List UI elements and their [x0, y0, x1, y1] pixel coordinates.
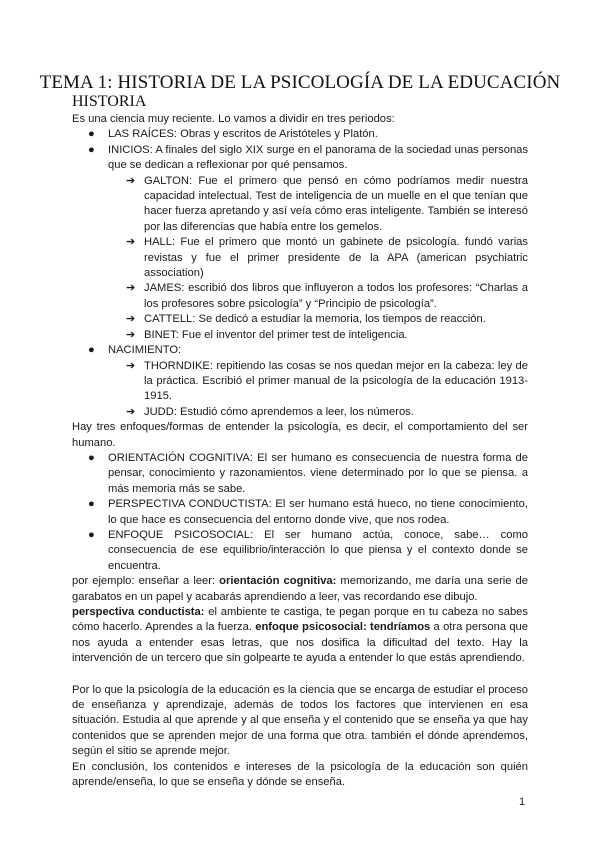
sub-list-item [72, 328, 528, 343]
item-binet: BINET: Fue el inventor del primer test de inteligencia. [144, 328, 408, 341]
item-james: JAMES: escribió dos libros que influyeron a todos los profesores: “Charlas a los profesores sobre psicología” y “Principio de psicología”. [144, 282, 528, 310]
paragraph-gap [72, 667, 528, 683]
sub-list-item [72, 312, 528, 327]
example-paragraph-1: por ejemplo: enseñar a leer: orientación cognitiva: memorizando, me daría una serie de garabatos en un papel y acabarás aprendiendo a leer, vas recordando ese dibujo. [72, 575, 529, 603]
section-heading: HISTORIA [72, 93, 147, 110]
conclusion-paragraph-2: En conclusión, los contenidos e intereses de la psicología de la educación son quién aprende/enseña, lo que se enseña y dónde se enseña. [72, 760, 528, 789]
list-item [72, 143, 528, 174]
item-thorndike: THORNDIKE: repitiendo las cosas se nos quedan mejor en la cabeza: ley de la práctica. Escribió el primer manual de la psicología de la educación 1913-1915. [144, 359, 528, 403]
arrow-icon: ➔ [126, 328, 136, 341]
arrow-icon: ➔ [126, 174, 136, 187]
bold-term: perspectiva conductista: [72, 606, 205, 618]
bold-term: orientación cognitiva: [219, 575, 337, 588]
page-title: TEMA 1: HISTORIA DE LA PSICOLOGÍA DE LA EDUCACIÓN [39, 72, 561, 93]
item-judd: JUDD: Estudió cómo aprendemos a leer, los números. [144, 405, 414, 418]
page-number: 1 [519, 796, 526, 808]
arrow-icon: ➔ [126, 282, 136, 295]
enfoque-psicosocial: ENFOQUE PSICOSOCIAL: El ser humano actúa, conoce, sabe… como consecuencia de ese equilibrio/interacción lo que piensa y el contexto donde se encuentra. [108, 528, 528, 572]
enfoque-cognitiva: ORIENTACIÓN COGNITIVA: El ser humano es consecuencia de nuestra forma de pensar, conocimiento y razonamientos. viene determinado por lo que se piensa. a más memoria más se sabe. [108, 451, 528, 495]
item-cattell: CATTELL: Se dedicó a estudiar la memoria, los tiempos de reacción. [144, 313, 486, 326]
intro-paragraph: Es una ciencia muy reciente. Lo vamos a dividir en tres periodos: [72, 113, 395, 125]
conclusion-paragraph-1: Por lo que la psicología de la educación es la ciencia que se encarga de estudiar el proceso de enseñanza y aprendizaje, además de todos los factores que intervienen en esa situación. Estudia al que aprende y al que enseña y el contenido que se enseña ya que hay contenidos que se aprenden mejor de una forma que otra. también el dónde aprendemos, según el sitio se aprende mejor. [72, 683, 528, 758]
arrow-icon: ➔ [126, 359, 136, 372]
sub-list-item [72, 281, 528, 312]
sub-list-item [72, 359, 528, 405]
period-inicios: INICIOS: A finales del siglo XIX surge en el panorama de la sociedad unas personas que se dedican a reflexionar por qué pensamos. [108, 143, 528, 172]
item-galton: GALTON: Fue el primero que pensó en cómo podríamos medir nuestra capacidad intelectual. Test de inteligencia de un muelle en el que tenían que hacer fuerza apretando y así veía cómo eras inteligente. También se interesó por las diferencias que había entre los gemelos. [144, 174, 528, 233]
sub-list-item [72, 235, 528, 281]
bullet-icon: ● [88, 498, 95, 511]
bullet-icon: ● [88, 143, 95, 156]
item-hall: HALL: Fue el primero que montó un gabinete de psicología. fundó varias revistas y fue el primer presidente de la APA (american psychiatric association) [144, 236, 528, 280]
sub-list-item [72, 405, 528, 420]
sub-list-item [72, 174, 528, 236]
bullet-icon: ● [88, 451, 95, 464]
period-nacimiento: NACIMIENTO: [108, 344, 182, 357]
period-raices: LAS RAÍCES: Obras y escritos de Aristóteles y Platón. [108, 128, 378, 141]
arrow-icon: ➔ [126, 405, 136, 418]
list-item [72, 528, 528, 574]
arrow-icon: ➔ [126, 236, 136, 249]
bullet-icon: ● [88, 344, 95, 357]
enfoque-conductista: PERSPECTIVA CONDUCTISTA: El ser humano está hueco, no tiene conocimiento, lo que hace es consecuencia del entorno donde vive, que nos rodea. [108, 498, 528, 526]
bullet-icon: ● [88, 128, 95, 141]
list-item [72, 343, 528, 358]
list-item [72, 497, 528, 528]
document-body [72, 112, 528, 790]
example-paragraph-2: perspectiva conductista: el ambiente te castiga, te pegan porque en tu cabeza no sabes cómo hacerlo. Aprendes a la fuerza. enfoque psicosocial: tendríamos a otra persona que nos ayuda a entender esas letras, que nos dosifica la dificultad del texto. Hay la intervención de un tercero que sin golpearte te ayuda a entender lo que estás aprendiendo. [72, 606, 528, 665]
bullet-icon: ● [88, 528, 95, 541]
arrow-icon: ➔ [126, 313, 136, 326]
list-item [72, 127, 528, 142]
list-item [72, 451, 528, 497]
bold-term: enfoque psicosocial: tendríamos [255, 621, 431, 634]
enfoques-intro: Hay tres enfoques/formas de entender la psicología, es decir, el comportamiento del ser humano. [72, 421, 528, 449]
